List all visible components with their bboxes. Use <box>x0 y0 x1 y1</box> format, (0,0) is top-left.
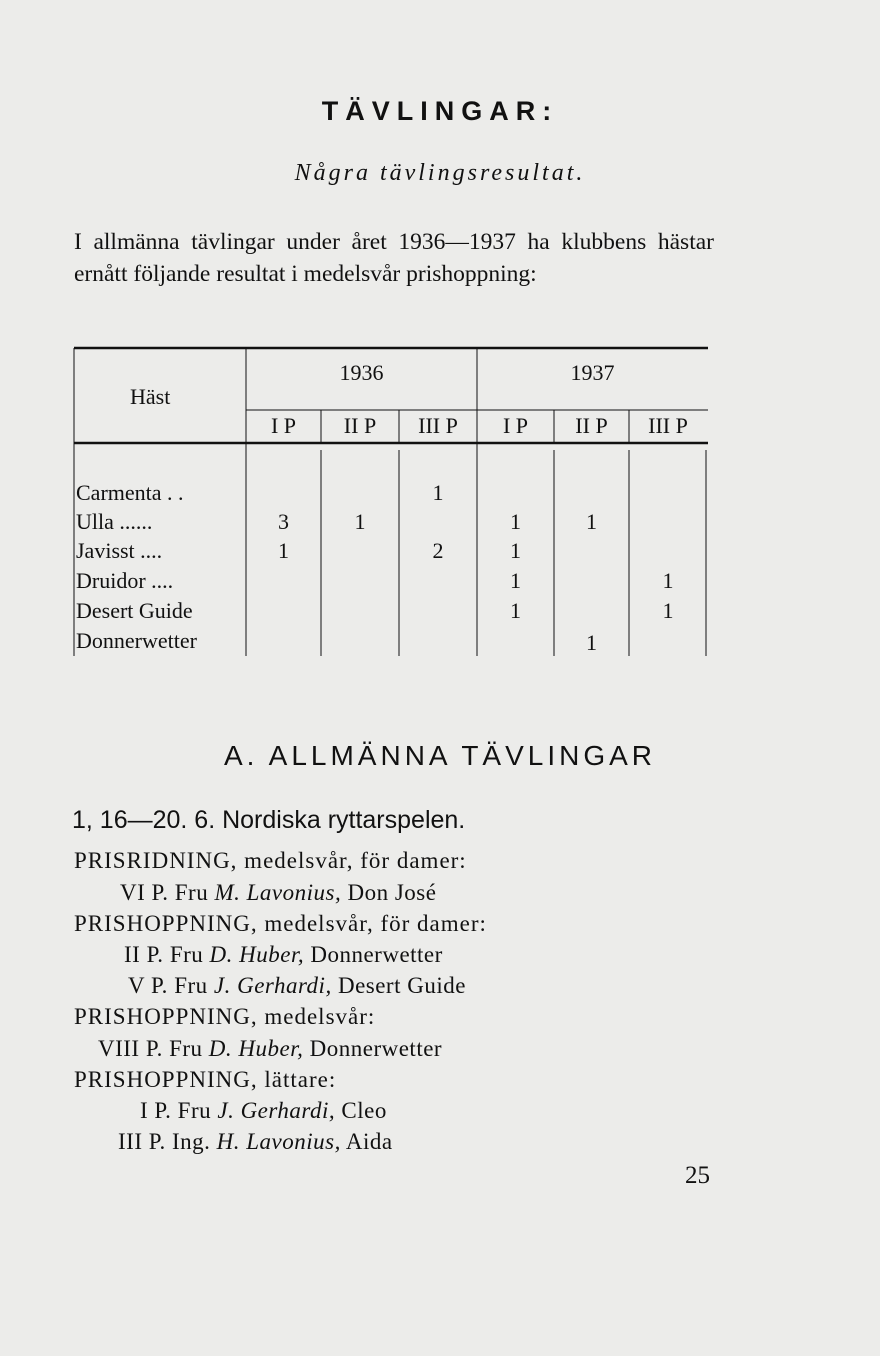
header-place: III P <box>648 413 688 438</box>
header-year-1937: 1937 <box>570 360 615 385</box>
result-title: Fru <box>169 1036 203 1061</box>
result-cell: 1 <box>662 598 674 623</box>
result-cell: 1 <box>586 509 597 534</box>
result-place: VIII P. <box>98 1036 163 1061</box>
result-title: Fru <box>174 880 209 905</box>
results-table <box>72 346 708 658</box>
result-cell: 1 <box>510 568 521 593</box>
rider-name: D. Huber, <box>208 1036 304 1061</box>
result-cell: 1 <box>432 480 444 505</box>
result-cell: 1 <box>662 568 674 593</box>
horse-name: Carmenta . . <box>76 480 184 505</box>
header-place: I P <box>502 413 529 438</box>
event-title: 1, 16—20. 6. Nordiska ryttarspelen. <box>72 806 466 834</box>
header-place: III P <box>418 413 458 438</box>
result-line <box>128 971 466 1001</box>
rider-name: J. Gerhardi, <box>213 973 332 998</box>
header-place: II P <box>343 413 377 438</box>
horse-name: Desert Guide <box>76 598 193 623</box>
category-line: PRISHOPPNING, medelsvår, för damer: <box>74 911 487 936</box>
category-line: PRISHOPPNING, lättare: <box>74 1067 337 1092</box>
result-line <box>118 1127 393 1157</box>
horse-name: Javisst .... <box>76 538 163 563</box>
category-line: PRISRIDNING, medelsvår, för damer: <box>74 848 467 873</box>
result-line <box>124 940 443 970</box>
horse-name: Donnerwetter <box>310 942 443 967</box>
section-title: A. ALLMÄNNA TÄVLINGAR <box>223 740 657 771</box>
result-place: III P. <box>118 1129 166 1154</box>
result-cell: 1 <box>510 509 521 534</box>
horse-name: Druidor .... <box>76 568 174 593</box>
rider-name: D. Huber, <box>209 942 305 967</box>
result-cell: 3 <box>278 509 289 534</box>
horse-name: Donnerwetter <box>76 628 197 653</box>
result-title: Fru <box>174 973 208 998</box>
result-cell: 1 <box>278 538 289 563</box>
header-year-1936: 1936 <box>339 360 384 385</box>
result-line <box>98 1034 442 1064</box>
horse-name: Ulla ...... <box>76 509 153 534</box>
category-line: PRISHOPPNING, medelsvår: <box>74 1004 376 1029</box>
header-horse: Häst <box>130 384 171 409</box>
rider-name: H. Lavonius, <box>216 1129 341 1154</box>
result-title: Ing. <box>171 1129 211 1154</box>
result-place: VI P. <box>120 880 169 905</box>
result-cell: 1 <box>354 509 366 534</box>
result-line <box>140 1096 387 1126</box>
horse-name: Don José <box>347 880 437 905</box>
horse-name: Aida <box>345 1129 393 1154</box>
result-cell: 1 <box>586 630 597 655</box>
result-place: I P. <box>140 1098 172 1123</box>
page-heading: TÄVLINGAR: <box>321 96 559 126</box>
rider-name: J. Gerhardi, <box>217 1098 336 1123</box>
result-title: Fru <box>177 1098 212 1123</box>
header-place: II P <box>575 413 608 438</box>
result-cell: 2 <box>432 538 444 563</box>
result-line <box>120 878 436 908</box>
rider-name: M. Lavonius, <box>214 880 342 905</box>
page-number: 25 <box>685 1162 710 1189</box>
result-place: II P. <box>124 942 164 967</box>
result-place: V P. <box>128 973 168 998</box>
result-cell: 1 <box>510 538 521 563</box>
horse-name: Desert Guide <box>337 973 466 998</box>
horse-name: Cleo <box>341 1098 387 1123</box>
header-place: I P <box>270 413 297 438</box>
intro-paragraph: I allmänna tävlingar under året 1936—1937 ha klubbens hästar ernått följande resultat i medelsvår prishoppning: <box>74 229 714 287</box>
result-cell: 1 <box>510 598 521 623</box>
horse-name: Donnerwetter <box>309 1036 443 1061</box>
page-subheading: Några tävlingsresultat. <box>294 160 586 186</box>
result-title: Fru <box>169 942 204 967</box>
